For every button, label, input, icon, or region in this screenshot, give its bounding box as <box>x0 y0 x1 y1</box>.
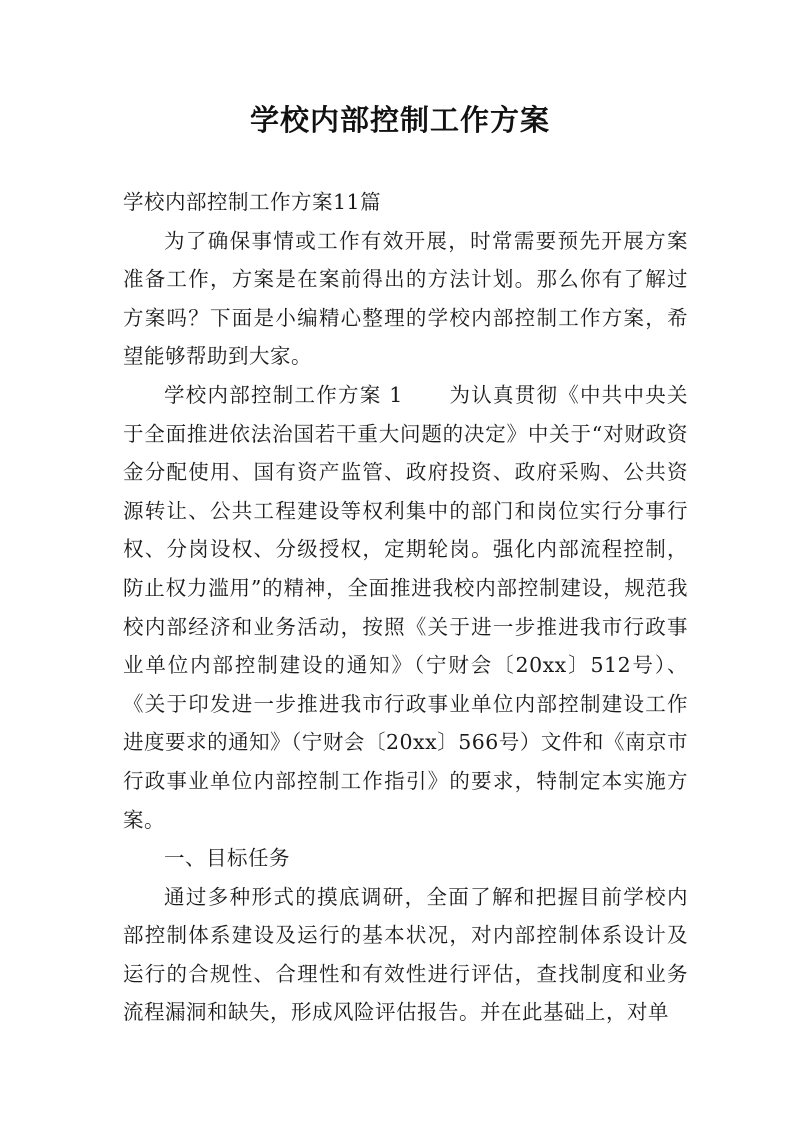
document-subtitle: 学校内部控制工作方案11篇 <box>123 190 382 214</box>
goal-heading: 一、目标任务 <box>164 846 290 871</box>
document-body <box>123 183 688 1032</box>
section1-paragraph <box>123 376 688 839</box>
document-title: 学校内部控制工作方案 <box>249 103 550 137</box>
goal-paragraph: 通过多种形式的摸底调研，全面了解和把握目前学校内部控制体系建设及运行的基本状况，对内部控制体系设计及运行的合规性、合理性和有效性进行评估，查找制度和业务流程漏洞和缺失，形成风险评估报告。并在此基础上，对单 <box>123 884 688 1025</box>
intro-paragraph: 为了确保事情或工作有效开展，时常需要预先开展方案准备工作，方案是在案前得出的方法计划。那么你有了解过方案吗？下面是小编精心整理的学校内部控制工作方案，希望能够帮助到大家。 <box>123 228 688 369</box>
section1-text: 为认真贯彻《中共中央关于全面推进依法治国若干重大问题的决定》中关于“对财政资金分配使用、国有资产监管、政府投资、政府采购、公共资源转让、公共工程建设等权利集中的部门和岗位实行分事行权、分岗设权、分级授权，定期轮岗。强化内部流程控制，防止权力滥用”的精神，全面推进我校内部控制建设，规范我校内部经济和业务活动，按照《关于进一步推进我市行政事业单位内部控制建设的通知》（宁财会〔20xx〕512号）、《关于印发进一步推进我市行政事业单位内部控制建设工作进度要求的通知》（宁财会〔20xx〕566号）文件和《南京市行政事业单位内部控制工作指引》的要求，特制定本实施方案。 <box>123 382 688 832</box>
section1-heading: 学校内部控制工作方案 1 <box>164 382 403 407</box>
